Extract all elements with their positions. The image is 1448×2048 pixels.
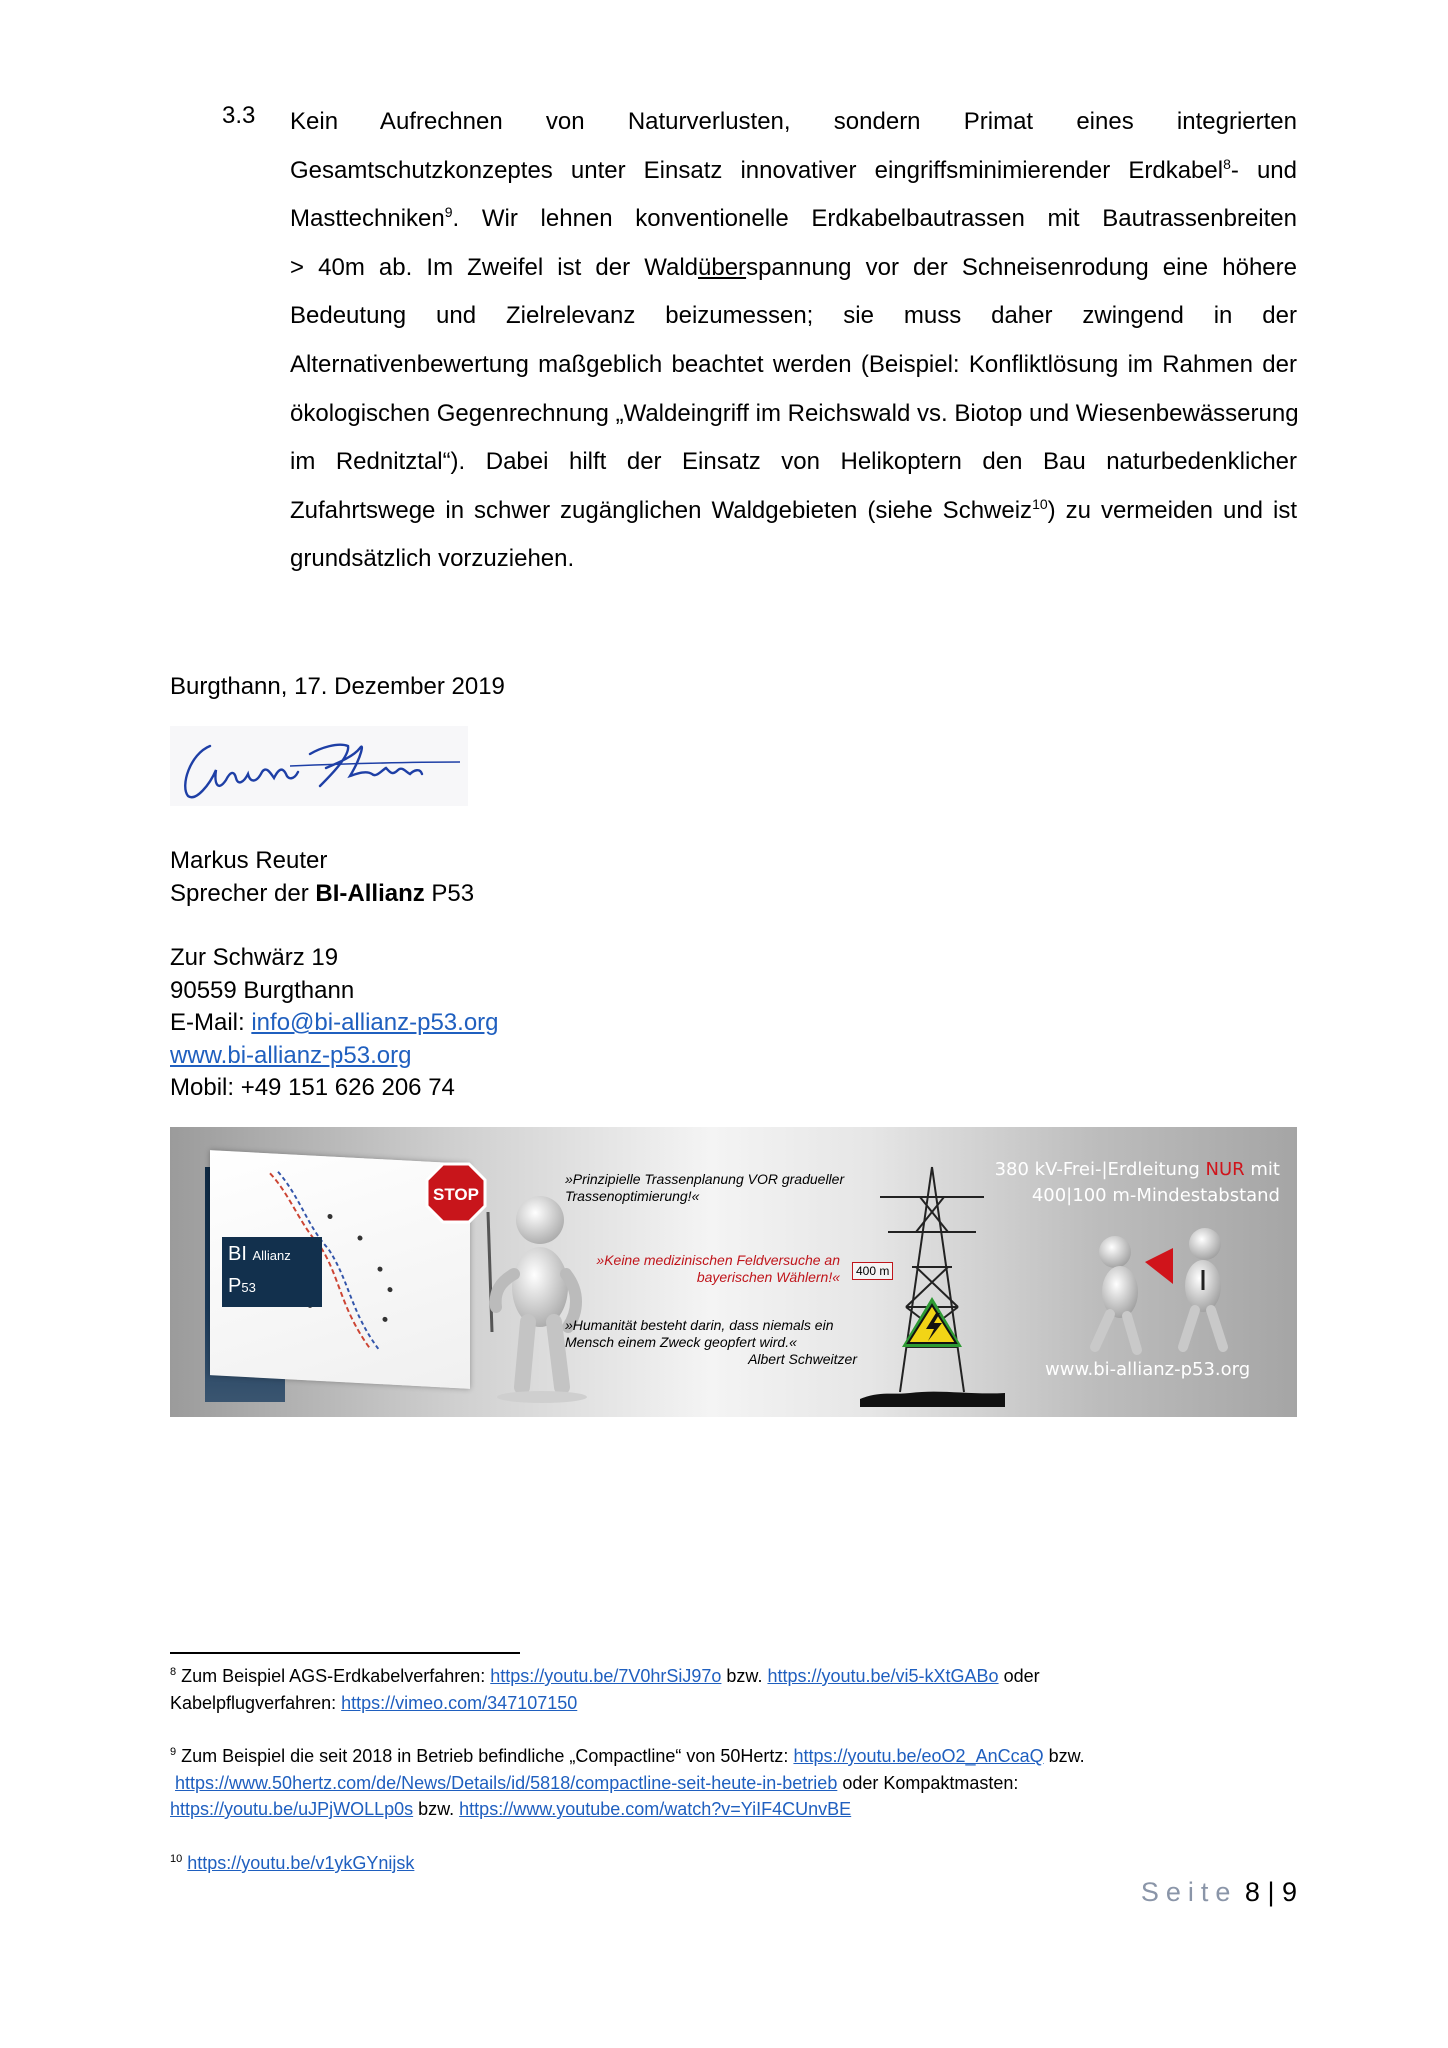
section-number: 3.3 (222, 102, 256, 129)
bi-allianz-banner (170, 1127, 1297, 1417)
section-line-8: im Rednitztal“). Dabei hilft der Einsatz von Helikoptern den Bau naturbedenklicher (290, 448, 1297, 476)
address-city: 90559 Burgthann (170, 976, 355, 1004)
email-line: E-Mail: info@bi-allianz-p53.org (170, 1009, 499, 1036)
section-line-10: grundsätzlich vorzuziehen. (290, 545, 575, 573)
banner-headline: 380 kV-Frei-|Erdleitung NUR mit 400|100 m-Mindestabstand (994, 1159, 1280, 1206)
banner-quote-3: »Humanität besteht darin, dass niemals ein Mensch einem Zweck geopfert wird.« Albert Schweitzer (565, 1317, 865, 1368)
footnote-ref-8[interactable]: 8 (1223, 155, 1231, 172)
3d-figure-icon (470, 1182, 590, 1407)
section-line-6: Alternativenbewertung maßgeblich beachtet werden (Beispiel: Konfliktlösung im Rahmen der (290, 350, 1297, 378)
section-line-2: Gesamtschutzkonzeptes unter Einsatz innovativer eingriffsminimierender Erdkabel$^8$- und (290, 155, 1297, 184)
mobile-line: Mobil: +49 151 626 206 74 (170, 1074, 455, 1101)
footnote-separator (170, 1652, 520, 1654)
footnote-8-link-3[interactable]: https://vimeo.com/347107150 (341, 1692, 578, 1713)
section-line-4: > 40m ab. Im Zweifel ist der Waldüberspannung vor der Schneisenrodung eine höhere (290, 253, 1297, 281)
footnote-ref-10[interactable]: 10 (1032, 495, 1048, 512)
place-date: Burgthann, 17. Dezember 2019 (170, 673, 505, 700)
section-line-5: Bedeutung und Zielrelevanz beizumessen; sie muss daher zwingend in der (290, 302, 1297, 330)
contact-block (170, 845, 499, 1105)
footnote-9-link-1[interactable]: https://youtu.be/eoO2_AnCcaQ (793, 1746, 1044, 1766)
section-line-7: ökologischen Gegenrechnung „Waldeingriff im Reichswald vs. Biotop und Wiesenbewässerung (290, 399, 1299, 427)
email-link[interactable]: info@bi-allianz-p53.org (251, 1009, 499, 1036)
footnote-8: $^8$ Zum Beispiel AGS-Erdkabelverfahren: https://youtu.be/7V0hrSiJ97o bzw. https://youtu.be/vi5-kXtGABo oder Kabelpflugverfahren: https://vimeo.com/347107150 (170, 1666, 1040, 1713)
banner-quote-2: »Keine medizinischen Feldversuche an bayerischen Wählern!« (596, 1252, 840, 1285)
footnote-8-link-1[interactable]: https://youtu.be/7V0hrSiJ97o (490, 1666, 722, 1686)
svg-text:STOP: STOP (433, 1185, 479, 1204)
footnote-8-link-2[interactable]: https://youtu.be/vi5-kXtGABo (767, 1666, 999, 1686)
address-street: Zur Schwärz 19 (170, 944, 339, 971)
section-line-3: Masttechniken$^9$. Wir lehnen konventionelle Erdkabelbautrassen mit Bautrassenbreiten (290, 204, 1297, 233)
footnote-9-link-4[interactable]: https://www.youtube.com/watch?v=YiIF4CUnvBE (459, 1799, 852, 1819)
footnote-10: $^{10}$ https://youtu.be/v1ykGYnijsk (170, 1853, 415, 1873)
section-body (290, 98, 1297, 584)
banner-quote-1: »Prinzipielle Trassenplanung VOR gradueller Trassenoptimierung!« (565, 1171, 845, 1204)
section-line-9: Zufahrtswege in schwer zugänglichen Waldgebieten (siehe Schweiz$^{10}$) zu vermeiden und ist (290, 495, 1298, 524)
signer-name: Markus Reuter (170, 847, 328, 874)
footnote-9: $^9$ Zum Beispiel die seit 2018 in Betrieb befindliche „Compactline“ von 50Hertz: https://youtu.be/eoO2_AnCcaQ bzw. https://www.50hertz.com/de/News/Details/id/5818/compactline-seit-heute-in-betrieb oder Kompaktmasten: https://youtu.be/uJPjWOLLp0s bzw. https://www.youtube.com/watch?v=YiIF4CUnvBE (170, 1746, 1085, 1819)
page-number: Seite 8 | 9 (1140, 1877, 1297, 1907)
footnote-ref-9[interactable]: 9 (444, 204, 453, 221)
signer-role: Sprecher der BI-Allianz P53 (170, 879, 475, 907)
handwritten-signature (170, 726, 468, 806)
bi-allianz-logo: BI Allianz P53 (222, 1237, 322, 1307)
section-line-1: Kein Aufrechnen von Naturverlusten, sondern Primat eines integrierten (290, 108, 1297, 135)
distance-label: 400 m (852, 1262, 893, 1280)
footnote-9-link-2[interactable]: https://www.50hertz.com/de/News/Details/id/5818/compactline-seit-heute-in-betrieb (175, 1772, 838, 1793)
underlined-word: über (698, 253, 747, 281)
megaphone-figures-icon (1075, 1222, 1245, 1357)
website-link[interactable]: www.bi-allianz-p53.org (170, 1041, 412, 1069)
footnote-9-link-3[interactable]: https://youtu.be/uJPjWOLLp0s (170, 1799, 414, 1819)
banner-website: www.bi-allianz-p53.org (1045, 1359, 1251, 1380)
footnote-10-link-1[interactable]: https://youtu.be/v1ykGYnijsk (187, 1853, 415, 1873)
quote-author: Albert Schweitzer (748, 1351, 857, 1367)
